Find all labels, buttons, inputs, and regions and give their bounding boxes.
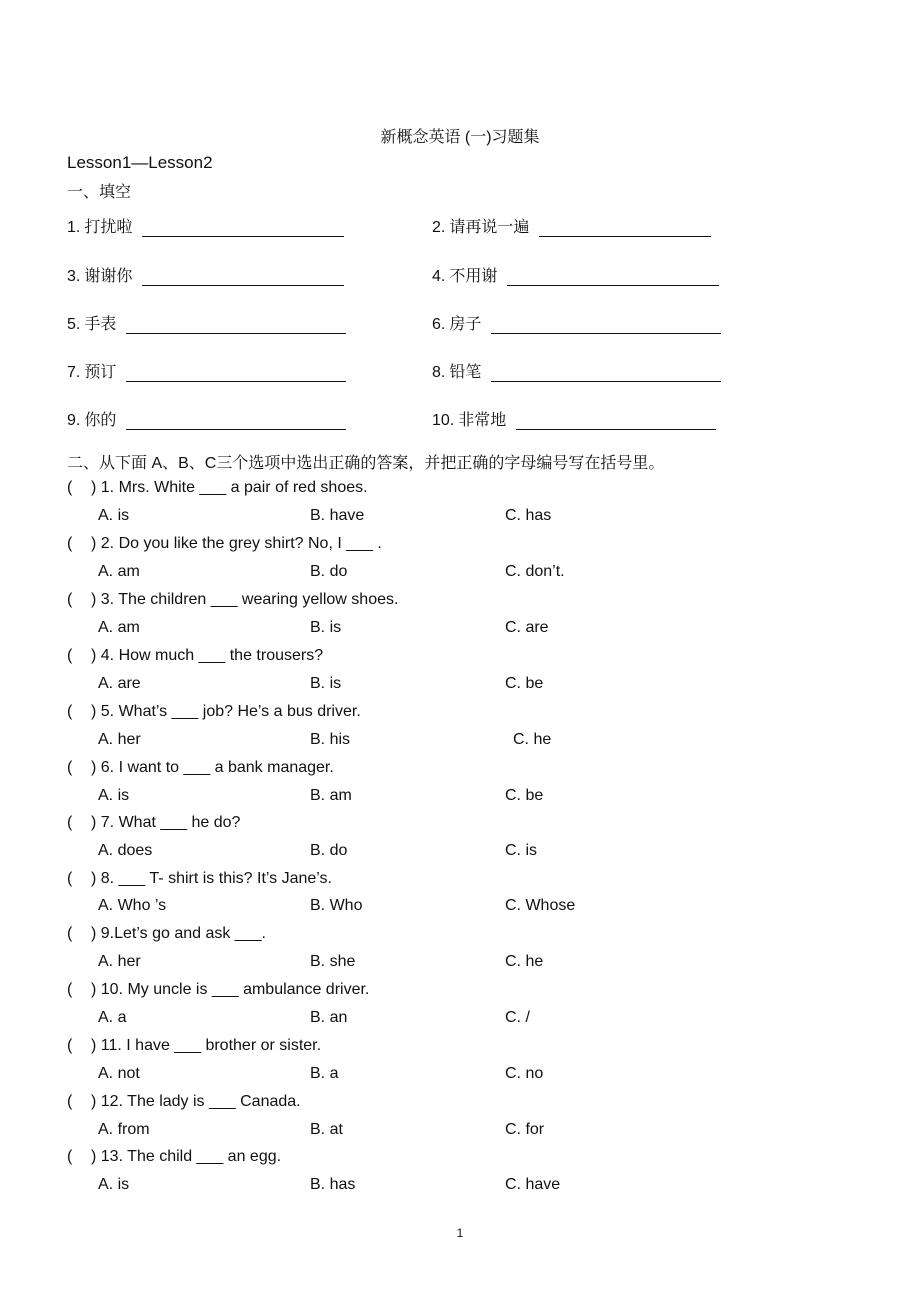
question-stem: ) 12. The lady is ___ Canada.	[91, 1093, 301, 1110]
option-c: C. no	[505, 1065, 544, 1082]
option-a: A. is	[98, 507, 130, 524]
answer-blank[interactable]	[126, 365, 346, 382]
option-a: A. is	[98, 787, 130, 804]
option-a: A. from	[98, 1121, 150, 1138]
question-stem: ) 13. The child ___ an egg.	[91, 1148, 282, 1165]
fill-text: 铅笔	[449, 364, 482, 381]
fill-text: 不用谢	[449, 268, 498, 285]
page-title: 新概念英语 (一)习题集	[380, 129, 540, 146]
option-c: C. is	[505, 842, 537, 859]
option-c: C. /	[505, 1009, 530, 1026]
question-stem: ) 7. What ___ he do?	[91, 814, 241, 831]
lesson-range: Lesson1—Lesson2	[67, 153, 213, 172]
fill-item-1	[67, 214, 344, 237]
question-stem: ) 6. I want to ___ a bank manager.	[91, 759, 334, 776]
question-10	[67, 981, 369, 999]
question-13	[67, 1148, 281, 1166]
section2-heading: 二、从下面 A、B、C三个选项中选出正确的答案，并把正确的字母编号写在括号里。	[67, 455, 665, 472]
fill-item-4	[432, 263, 719, 286]
option-c: C. Whose	[505, 897, 576, 914]
question-9	[67, 925, 266, 943]
question-stem: ) 1. Mrs. White ___ a pair of red shoes.	[91, 479, 368, 496]
option-a: A. is	[98, 1176, 130, 1193]
question-1	[67, 479, 368, 497]
answer-bracket[interactable]: (	[67, 703, 73, 720]
fill-text: 非常地	[458, 412, 507, 429]
question-3	[67, 591, 398, 609]
question-8	[67, 870, 332, 888]
question-11	[67, 1037, 321, 1055]
answer-bracket[interactable]: (	[67, 870, 73, 887]
fill-text: 谢谢你	[84, 268, 133, 285]
answer-blank[interactable]	[507, 269, 719, 286]
question-2	[67, 535, 382, 553]
question-stem: ) 4. How much ___ the trousers?	[91, 647, 324, 664]
question-stem: ) 5. What’s ___ job? He’s a bus driver.	[91, 703, 361, 720]
fill-item-6	[432, 311, 721, 334]
option-b: B. his	[310, 731, 351, 748]
option-b: B. an	[310, 1009, 348, 1026]
answer-bracket[interactable]: (	[67, 1037, 73, 1054]
question-6	[67, 759, 334, 777]
option-a: A. her	[98, 731, 141, 748]
option-a: A. her	[98, 953, 141, 970]
fill-num: 9.	[67, 412, 81, 429]
option-a: A. not	[98, 1065, 140, 1082]
fill-item-2	[432, 214, 711, 237]
option-c: C. be	[505, 787, 544, 804]
option-b: B. has	[310, 1176, 356, 1193]
answer-bracket[interactable]: (	[67, 925, 73, 942]
option-c: C. he	[513, 731, 552, 748]
option-c: C. be	[505, 675, 544, 692]
fill-item-10	[432, 407, 716, 430]
fill-text: 打扰啦	[84, 219, 133, 236]
fill-num: 6.	[432, 316, 446, 333]
fill-item-8	[432, 359, 721, 382]
option-a: A. am	[98, 619, 140, 636]
option-b: B. am	[310, 787, 352, 804]
option-a: A. Who ’s	[98, 897, 167, 914]
option-b: B. have	[310, 507, 365, 524]
fill-text: 请再说一遍	[449, 219, 530, 236]
option-b: B. Who	[310, 897, 363, 914]
answer-blank[interactable]	[126, 413, 346, 430]
answer-blank[interactable]	[142, 269, 344, 286]
option-c: C. he	[505, 953, 544, 970]
fill-item-5	[67, 311, 346, 334]
fill-text: 预订	[84, 364, 117, 381]
fill-num: 5.	[67, 316, 81, 333]
option-a: A. does	[98, 842, 153, 859]
answer-blank[interactable]	[491, 317, 721, 334]
option-c: C. for	[505, 1121, 545, 1138]
page-number: 1	[456, 1226, 464, 1240]
option-b: B. a	[310, 1065, 339, 1082]
answer-bracket[interactable]: (	[67, 591, 73, 608]
section1-heading: 一、填空	[67, 184, 132, 201]
question-4	[67, 647, 323, 665]
fill-num: 2.	[432, 219, 446, 236]
answer-blank[interactable]	[539, 220, 711, 237]
fill-item-3	[67, 263, 344, 286]
option-a: A. a	[98, 1009, 127, 1026]
option-b: B. she	[310, 953, 356, 970]
fill-text: 你的	[84, 412, 117, 429]
option-b: B. do	[310, 842, 348, 859]
option-b: B. is	[310, 619, 342, 636]
question-stem: ) 8. ___ T- shirt is this? It’s Jane’s.	[91, 870, 332, 887]
option-b: B. is	[310, 675, 342, 692]
answer-blank[interactable]	[516, 413, 716, 430]
answer-bracket[interactable]: (	[67, 1148, 73, 1165]
fill-item-7	[67, 359, 346, 382]
fill-num: 3.	[67, 268, 81, 285]
option-c: C. are	[505, 619, 549, 636]
option-c: C. has	[505, 507, 552, 524]
question-stem: ) 9.Let’s go and ask ___.	[91, 925, 266, 942]
fill-num: 10.	[432, 412, 455, 429]
answer-blank[interactable]	[142, 220, 344, 237]
fill-num: 8.	[432, 364, 446, 381]
answer-bracket[interactable]: (	[67, 647, 73, 664]
option-b: B. do	[310, 563, 348, 580]
option-a: A. am	[98, 563, 140, 580]
option-a: A. are	[98, 675, 141, 692]
answer-bracket[interactable]: (	[67, 479, 73, 496]
answer-bracket[interactable]: (	[67, 814, 73, 831]
question-5	[67, 703, 361, 721]
fill-num: 4.	[432, 268, 446, 285]
fill-num: 1.	[67, 219, 81, 236]
answer-bracket[interactable]: (	[67, 759, 73, 776]
question-7	[67, 814, 240, 832]
answer-bracket[interactable]: (	[67, 535, 73, 552]
fill-item-9	[67, 407, 346, 430]
fill-text: 手表	[84, 316, 117, 333]
question-stem: ) 10. My uncle is ___ ambulance driver.	[91, 981, 370, 998]
answer-blank[interactable]	[126, 317, 346, 334]
answer-bracket[interactable]: (	[67, 981, 73, 998]
option-b: B. at	[310, 1121, 343, 1138]
option-c: C. don’t.	[505, 563, 565, 580]
question-stem: ) 11. I have ___ brother or sister.	[91, 1037, 322, 1054]
option-c: C. have	[505, 1176, 561, 1193]
answer-bracket[interactable]: (	[67, 1093, 73, 1110]
question-12	[67, 1093, 301, 1111]
fill-num: 7.	[67, 364, 81, 381]
question-stem: ) 3. The children ___ wearing yellow shoes.	[91, 591, 399, 608]
question-stem: ) 2. Do you like the grey shirt? No, I ___ .	[91, 535, 382, 552]
answer-blank[interactable]	[491, 365, 721, 382]
fill-text: 房子	[449, 316, 482, 333]
